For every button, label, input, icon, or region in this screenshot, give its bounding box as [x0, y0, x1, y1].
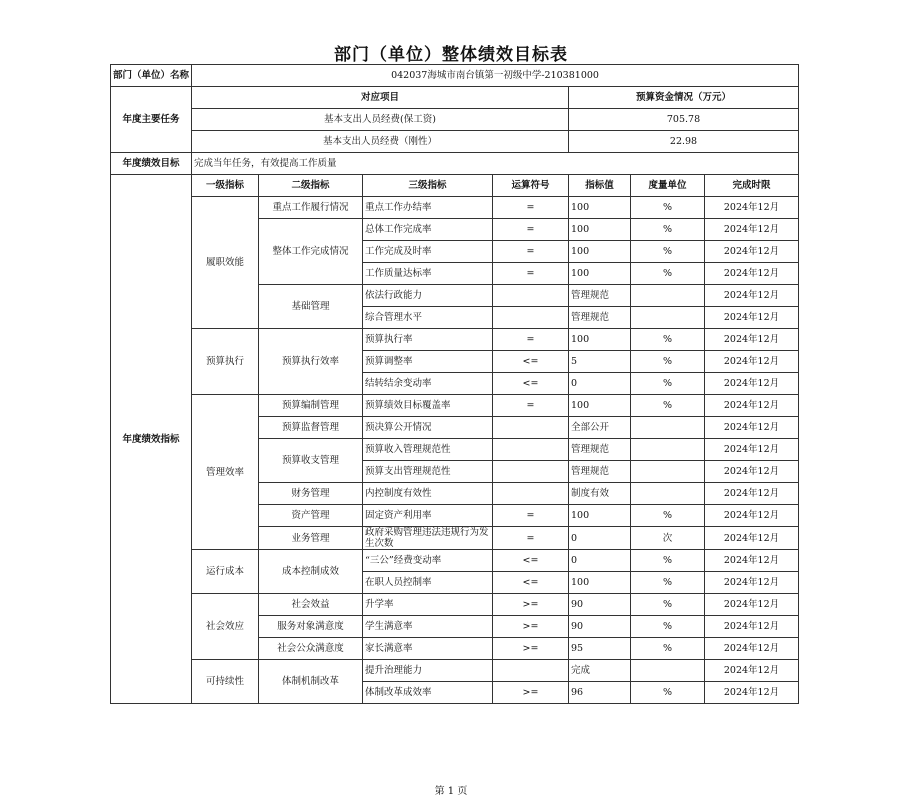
col-header: 运算符号 [493, 175, 569, 197]
operator-cell: = [493, 263, 569, 285]
operator-cell: <= [493, 373, 569, 395]
goal-text: 完成当年任务，有效提高工作质量 [192, 153, 799, 175]
table-row [111, 329, 799, 351]
operator-cell: >= [493, 682, 569, 704]
operator-cell: = [493, 395, 569, 417]
operator-cell [493, 417, 569, 439]
due-cell: 2024年12月 [705, 660, 799, 682]
level2-cell: 重点工作履行情况 [259, 197, 363, 219]
value-cell: 100 [569, 241, 631, 263]
due-cell: 2024年12月 [705, 307, 799, 329]
level3-cell: 内控制度有效性 [363, 483, 493, 505]
unit-label: 部门（单位）名称 [111, 65, 192, 87]
table-row [111, 594, 799, 616]
value-cell: 管理规范 [569, 307, 631, 329]
level3-cell: 预算调整率 [363, 351, 493, 373]
level3-cell: 升学率 [363, 594, 493, 616]
level3-cell: 预决算公开情况 [363, 417, 493, 439]
due-cell: 2024年12月 [705, 616, 799, 638]
operator-cell [493, 439, 569, 461]
level3-cell: 依法行政能力 [363, 285, 493, 307]
unit-cell [631, 660, 705, 682]
value-cell: 100 [569, 505, 631, 527]
col-header: 指标值 [569, 175, 631, 197]
due-cell: 2024年12月 [705, 285, 799, 307]
unit-cell: % [631, 219, 705, 241]
operator-cell: = [493, 329, 569, 351]
operator-cell: >= [493, 616, 569, 638]
operator-cell: <= [493, 351, 569, 373]
value-cell: 100 [569, 263, 631, 285]
level2-cell: 服务对象满意度 [259, 616, 363, 638]
unit-cell: 次 [631, 527, 705, 550]
page-title: 部门（单位）整体绩效目标表 [334, 45, 568, 65]
level2-cell: 基础管理 [259, 285, 363, 329]
unit-cell [631, 439, 705, 461]
level1-cell: 预算执行 [192, 329, 259, 395]
task-row [111, 109, 799, 131]
task-row [111, 131, 799, 153]
value-cell: 96 [569, 682, 631, 704]
level3-cell: 学生满意率 [363, 616, 493, 638]
due-cell: 2024年12月 [705, 263, 799, 285]
value-cell: 5 [569, 351, 631, 373]
unit-cell [631, 483, 705, 505]
goal-row [111, 153, 799, 175]
level1-cell: 运行成本 [192, 550, 259, 594]
level3-cell: 家长满意率 [363, 638, 493, 660]
due-cell: 2024年12月 [705, 483, 799, 505]
due-cell: 2024年12月 [705, 219, 799, 241]
performance-table [110, 64, 799, 704]
due-cell: 2024年12月 [705, 461, 799, 483]
unit-cell: % [631, 572, 705, 594]
level3-cell: 体制改革成效率 [363, 682, 493, 704]
col-header: 度量单位 [631, 175, 705, 197]
unit-cell: % [631, 395, 705, 417]
level2-cell: 预算收支管理 [259, 439, 363, 483]
indicator-header-row [111, 175, 799, 197]
level2-cell: 体制机制改革 [259, 660, 363, 704]
value-cell: 管理规范 [569, 285, 631, 307]
value-cell: 100 [569, 197, 631, 219]
due-cell: 2024年12月 [705, 329, 799, 351]
col-header: 三级指标 [363, 175, 493, 197]
unit-cell: % [631, 550, 705, 572]
level2-cell: 资产管理 [259, 505, 363, 527]
unit-row [111, 65, 799, 87]
value-cell: 0 [569, 550, 631, 572]
due-cell: 2024年12月 [705, 527, 799, 550]
goal-label: 年度绩效目标 [111, 153, 192, 175]
unit-cell [631, 285, 705, 307]
value-cell: 100 [569, 395, 631, 417]
operator-cell: >= [493, 594, 569, 616]
due-cell: 2024年12月 [705, 572, 799, 594]
level3-cell: 预算执行率 [363, 329, 493, 351]
unit-cell [631, 417, 705, 439]
tasks-header-row [111, 87, 799, 109]
unit-cell: % [631, 329, 705, 351]
unit-cell: % [631, 638, 705, 660]
value-cell: 95 [569, 638, 631, 660]
value-cell: 90 [569, 594, 631, 616]
level2-cell: 预算监督管理 [259, 417, 363, 439]
level2-cell: 社会公众满意度 [259, 638, 363, 660]
value-cell: 完成 [569, 660, 631, 682]
due-cell: 2024年12月 [705, 594, 799, 616]
level3-cell: 总体工作完成率 [363, 219, 493, 241]
unit-cell: % [631, 263, 705, 285]
operator-cell: <= [493, 550, 569, 572]
tasks-budget-header: 预算资金情况（万元） [569, 87, 799, 109]
operator-cell: <= [493, 572, 569, 594]
operator-cell: = [493, 241, 569, 263]
level1-cell: 履职效能 [192, 197, 259, 329]
operator-cell [493, 483, 569, 505]
col-header: 完成时限 [705, 175, 799, 197]
due-cell: 2024年12月 [705, 550, 799, 572]
value-cell: 0 [569, 373, 631, 395]
value-cell: 0 [569, 527, 631, 550]
level2-cell: 业务管理 [259, 527, 363, 550]
level2-cell: 财务管理 [259, 483, 363, 505]
operator-cell: >= [493, 638, 569, 660]
value-cell: 100 [569, 329, 631, 351]
level3-cell: 工作质量达标率 [363, 263, 493, 285]
tasks-label: 年度主要任务 [111, 87, 192, 153]
level3-cell: 预算收入管理规范性 [363, 439, 493, 461]
tasks-item-header: 对应项目 [192, 87, 569, 109]
due-cell: 2024年12月 [705, 439, 799, 461]
level3-cell: 结转结余变动率 [363, 373, 493, 395]
unit-cell: % [631, 682, 705, 704]
unit-cell: % [631, 594, 705, 616]
table-row [111, 395, 799, 417]
page-number: 第 1 页 [434, 786, 468, 797]
indicators-label: 年度绩效指标 [111, 175, 192, 704]
value-cell: 100 [569, 572, 631, 594]
due-cell: 2024年12月 [705, 395, 799, 417]
table-row [111, 660, 799, 682]
level3-cell: 综合管理水平 [363, 307, 493, 329]
unit-cell: % [631, 351, 705, 373]
level3-cell: 在职人员控制率 [363, 572, 493, 594]
level3-cell: 预算支出管理规范性 [363, 461, 493, 483]
level2-cell: 预算执行效率 [259, 329, 363, 395]
due-cell: 2024年12月 [705, 682, 799, 704]
level3-cell: 工作完成及时率 [363, 241, 493, 263]
level3-cell: 固定资产利用率 [363, 505, 493, 527]
unit-cell: % [631, 505, 705, 527]
level2-cell: 预算编制管理 [259, 395, 363, 417]
operator-cell [493, 307, 569, 329]
level2-cell: 整体工作完成情况 [259, 219, 363, 285]
due-cell: 2024年12月 [705, 241, 799, 263]
due-cell: 2024年12月 [705, 505, 799, 527]
unit-cell: % [631, 241, 705, 263]
level1-cell: 管理效率 [192, 395, 259, 550]
table-row [111, 550, 799, 572]
value-cell: 制度有效 [569, 483, 631, 505]
level2-cell: 社会效益 [259, 594, 363, 616]
level2-cell: 成本控制成效 [259, 550, 363, 594]
task-budget: 22.98 [569, 131, 799, 153]
unit-cell: % [631, 373, 705, 395]
unit-name: 042037海城市南台镇第一初级中学-210381000 [192, 65, 799, 87]
level3-cell: 政府采购管理违法违规行为发生次数 [363, 527, 493, 550]
operator-cell: = [493, 219, 569, 241]
value-cell: 管理规范 [569, 461, 631, 483]
due-cell: 2024年12月 [705, 197, 799, 219]
col-header: 二级指标 [259, 175, 363, 197]
operator-cell [493, 660, 569, 682]
unit-cell: % [631, 197, 705, 219]
due-cell: 2024年12月 [705, 638, 799, 660]
operator-cell: = [493, 197, 569, 219]
operator-cell: = [493, 505, 569, 527]
value-cell: 全部公开 [569, 417, 631, 439]
task-item: 基本支出人员经费（刚性） [192, 131, 569, 153]
task-item: 基本支出人员经费(保工资) [192, 109, 569, 131]
operator-cell [493, 285, 569, 307]
level3-cell: “三公”经费变动率 [363, 550, 493, 572]
value-cell: 90 [569, 616, 631, 638]
operator-cell [493, 461, 569, 483]
col-header: 一级指标 [192, 175, 259, 197]
value-cell: 100 [569, 219, 631, 241]
unit-cell [631, 461, 705, 483]
level1-cell: 社会效应 [192, 594, 259, 660]
unit-cell [631, 307, 705, 329]
due-cell: 2024年12月 [705, 417, 799, 439]
due-cell: 2024年12月 [705, 351, 799, 373]
table-row [111, 197, 799, 219]
level3-cell: 预算绩效目标覆盖率 [363, 395, 493, 417]
due-cell: 2024年12月 [705, 373, 799, 395]
operator-cell: = [493, 527, 569, 550]
value-cell: 管理规范 [569, 439, 631, 461]
level1-cell: 可持续性 [192, 660, 259, 704]
level3-cell: 提升治理能力 [363, 660, 493, 682]
unit-cell: % [631, 616, 705, 638]
level3-cell: 重点工作办结率 [363, 197, 493, 219]
task-budget: 705.78 [569, 109, 799, 131]
